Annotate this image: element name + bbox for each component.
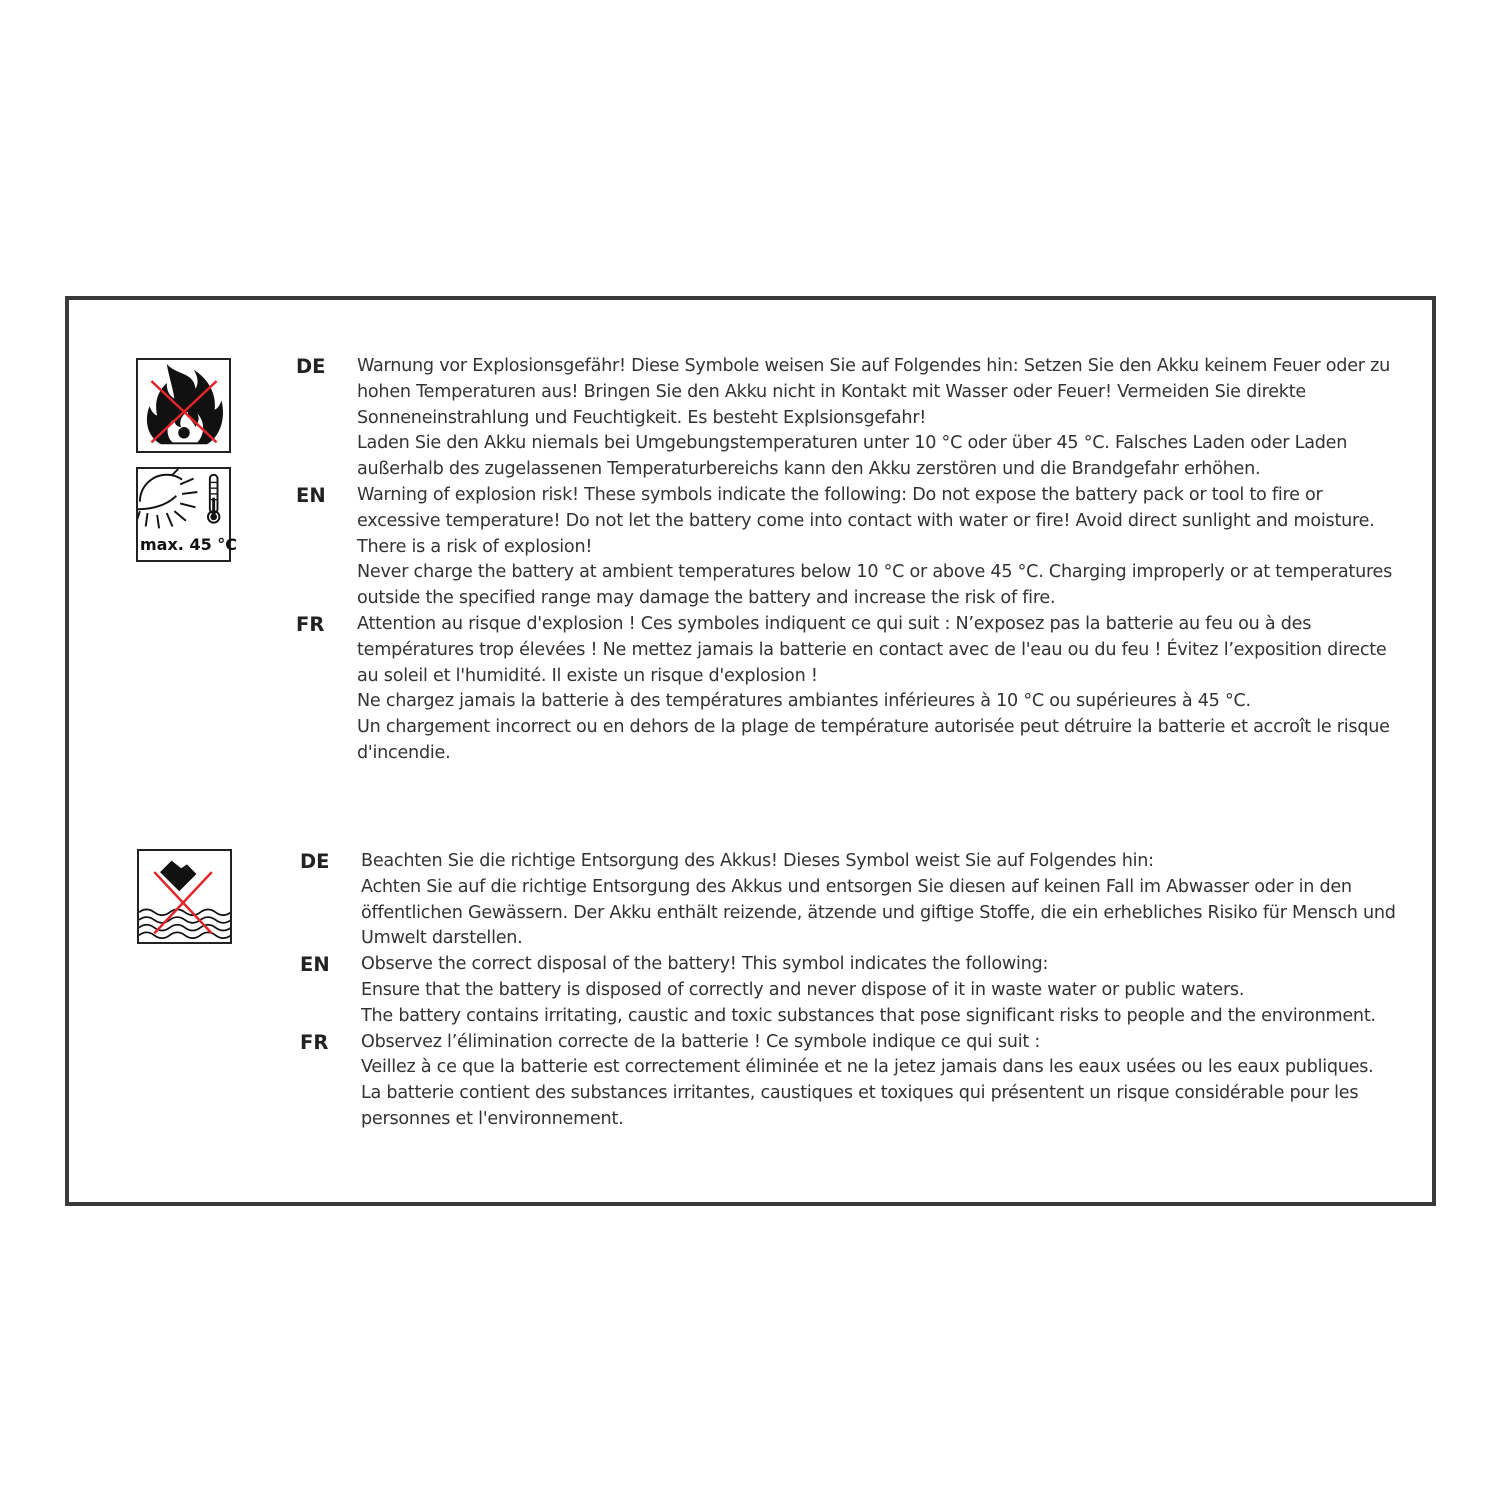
disposal-text-de <box>361 849 1396 952</box>
paragraph: Un chargement incorrect ou en dehors de la plage de température autorisée peut détruire la batterie et accroît le risque d'incendie. <box>357 717 1390 763</box>
row-fr <box>296 612 1396 767</box>
no-fire-icon-graphic <box>138 360 229 451</box>
warning-text-de <box>357 354 1396 483</box>
warning-label-frame <box>65 296 1436 1206</box>
lang-code-en: EN <box>300 953 330 977</box>
lang-code-de: DE <box>300 850 330 873</box>
row-en <box>296 483 1396 612</box>
lang-code-fr: FR <box>300 1030 329 1054</box>
paragraph: Never charge the battery at ambient temperatures below 10 °C or above 45 °C. Charging improperly or at temperatures outside the specified range may damage the battery and increase the risk of fire. <box>357 562 1393 609</box>
paragraph: Observe the correct disposal of the battery! This symbol indicates the following: <box>361 954 1049 975</box>
disposal-text-en <box>361 952 1396 1029</box>
warning-text-fr <box>357 612 1396 767</box>
warning-text-en <box>357 483 1396 612</box>
row-de <box>300 849 1396 952</box>
paragraph: Ne chargez jamais la batterie à des températures ambiantes inférieures à 10 °C ou supérieures à 45 °C. <box>357 691 1251 712</box>
paragraph: Veillez à ce que la batterie est correctement éliminée et ne la jetez jamais dans les eaux usées ou les eaux publiques. La batterie contient des substances irritantes, caustiques et toxiques qui présentent un risque considérable pour les personnes et l'environnement. <box>361 1057 1374 1129</box>
no-fire-icon <box>136 358 231 453</box>
no-water-disposal-icon <box>137 849 232 944</box>
paragraph: Warnung vor Explosionsgefähr! Diese Symbole weisen Sie auf Folgendes hin: Setzen Sie den Akku keinem Feuer oder zu hohen Temperaturen aus! Bringen Sie den Akku nicht in Kontakt mit Wasser oder Feuer! Vermeiden Sie direkte Sonneneinstrahlung und Feuchtigkeit. Es besteht Explsionsgefahr! <box>357 356 1390 428</box>
lang-code-fr: FR <box>296 612 325 636</box>
paragraph: Beachten Sie die richtige Entsorgung des Akkus! Dieses Symbol weist Sie auf Folgendes hin: <box>361 851 1154 871</box>
paragraph: Achten Sie auf die richtige Entsorgung des Akkus und entsorgen Sie diesen auf keinen Fall im Abwasser oder in den öffentlichen Gewässern. Der Akku enthält reizende, ätzende und giftige Stoffe, die ein erhebliches Risiko für Mensch und Umwelt darstellen. <box>361 876 1396 949</box>
paragraph: The battery contains irritating, caustic and toxic substances that pose significant risks to people and the environment. <box>361 1005 1376 1026</box>
row-de <box>296 354 1396 483</box>
language-rows <box>296 354 1396 767</box>
lang-code-en: EN <box>296 483 326 507</box>
paragraph: Laden Sie den Akku niemals bei Umgebungstemperaturen unter 10 °C oder über 45 °C. Falsches Laden oder Laden außerhalb des zugelassenen Temperaturbereichs kann den Akku zerstören und die Brandgefahr erhöhen. <box>357 433 1348 480</box>
language-rows <box>300 849 1396 1133</box>
paragraph: Ensure that the battery is disposed of correctly and never dispose of it in waste water or public waters. <box>361 979 1245 1000</box>
no-water-disposal-graphic <box>139 851 230 942</box>
lang-code-de: DE <box>296 355 326 378</box>
paragraph: Warning of explosion risk! These symbols indicate the following: Do not expose the battery pack or tool to fire or excessive temperature! Do not let the battery come into contact with water or fire! Avoid direct sunlight and moisture. There is a risk of explosion! <box>357 484 1375 557</box>
row-fr <box>300 1030 1396 1133</box>
row-en <box>300 952 1396 1029</box>
paragraph: Attention au risque d'explosion ! Ces symboles indiquent ce qui suit : N’exposez pas la batterie au feu ou à des températures trop élevées ! Ne mettez jamais la batterie en contact avec de l'eau ou du feu ! Évitez l’exposition directe au soleil et l'humidité. Il existe un risque d'explosion ! <box>357 613 1387 686</box>
paragraph: Observez l’élimination correcte de la batterie ! Ce symbole indique ce qui suit : <box>361 1031 1041 1052</box>
sun-thermometer-icon <box>136 467 238 562</box>
max-temperature-label: max. 45 °C <box>140 535 238 554</box>
disposal-text-fr <box>361 1030 1396 1133</box>
